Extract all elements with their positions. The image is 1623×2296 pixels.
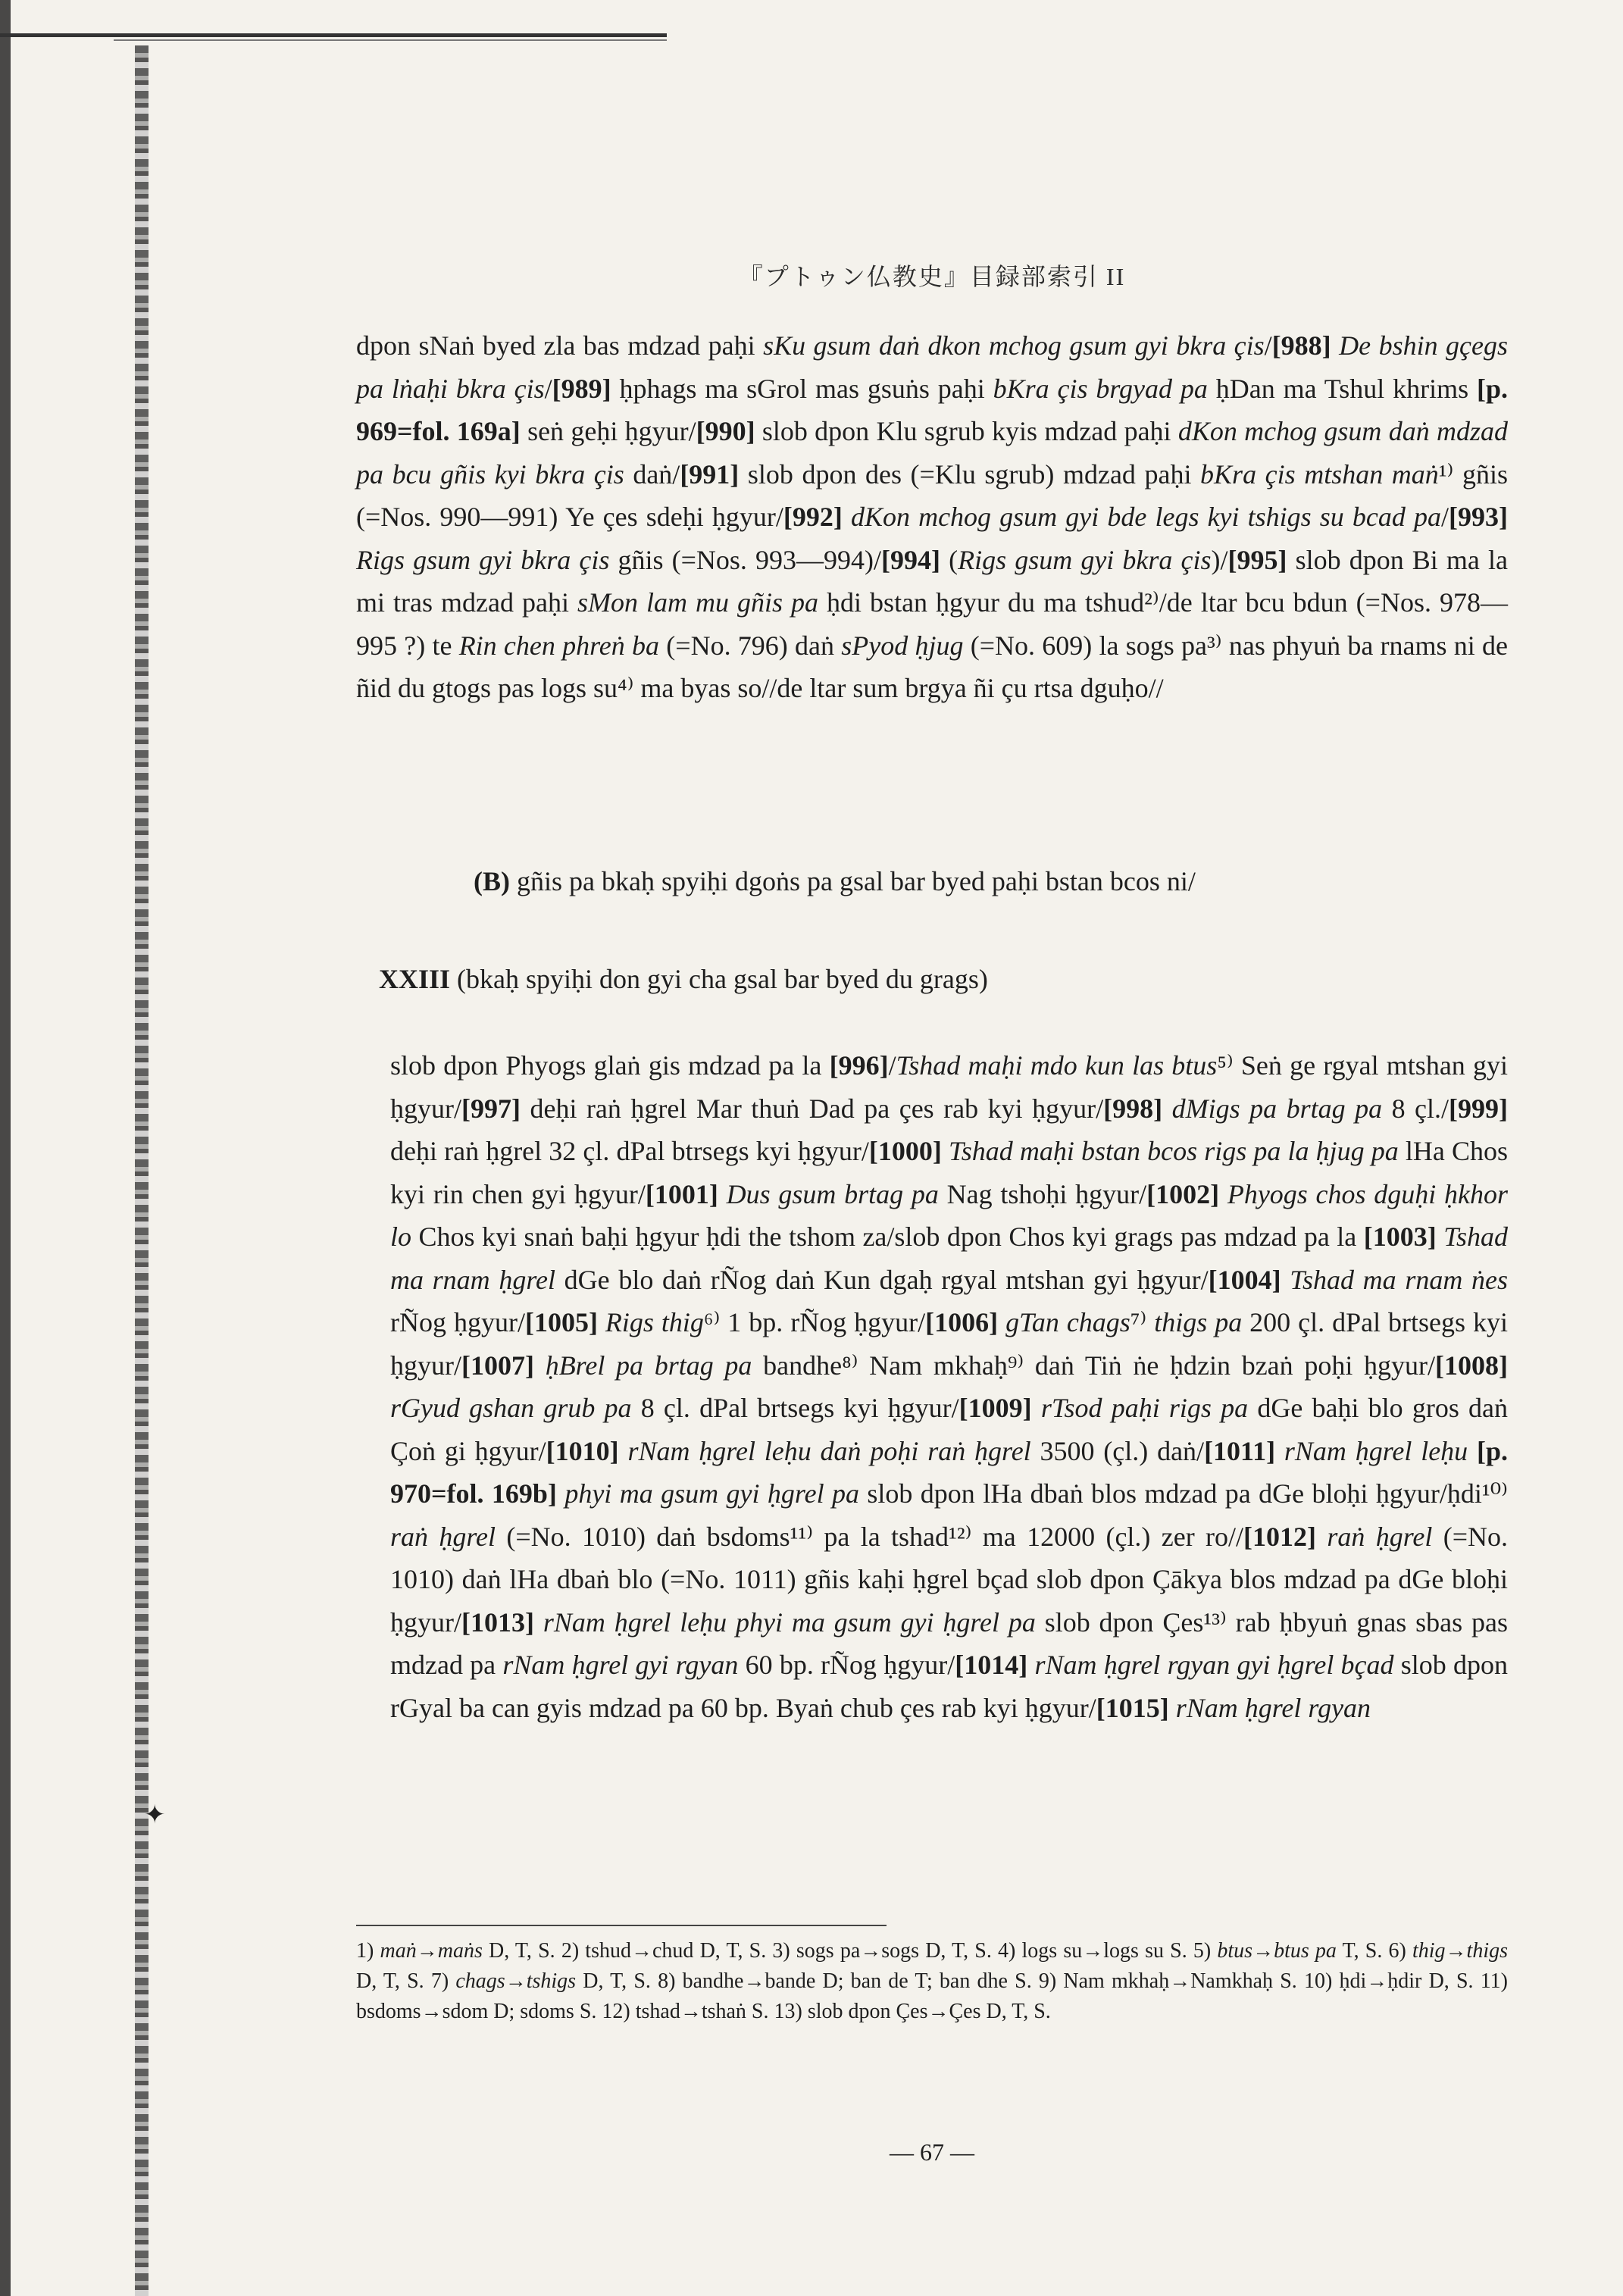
work-title: rNam ḥgrel leḥu	[1284, 1435, 1468, 1466]
text-run: slob dpon Klu sgrub kyis mdzad paḥi	[755, 416, 1178, 446]
work-title: raṅ ḥgrel	[1327, 1521, 1433, 1552]
work-title: gTan chags	[1005, 1307, 1130, 1337]
text-run: (bkaḥ spyiḥi don gyi cha gsal bar byed du grags)	[450, 964, 988, 994]
work-title: rNam ḥgrel rgyan gyi ḥgrel bçad	[1034, 1650, 1394, 1680]
text-run	[1316, 1522, 1327, 1552]
work-title: rGyud gshan grub pa	[390, 1393, 632, 1423]
text-run: )/	[1211, 544, 1228, 575]
text-run: ¹⁾ gñis (=Nos. 990—991) Ye çes sdeḥi ḥgyur/	[356, 458, 1508, 532]
text-run: 1)	[356, 1939, 380, 1963]
work-title: sMon lam mu gñis pa	[577, 587, 819, 618]
work-title: raṅ ḥgrel	[390, 1521, 496, 1552]
work-title: dKon mchog gsum daṅ mdzad pa bcu gñis kyi bkra çis	[356, 416, 1508, 490]
work-title: Tshad ma rnam ḥgrel	[390, 1222, 1508, 1295]
text-run	[998, 1307, 1005, 1337]
text-run: (=No. 609) la sogs pa³⁾ nas phyuṅ ba rnams ni de ñid du gtogs pas logs su⁴⁾ ma byas so//de ltar sum brgya ñi çu rtsa dguḥo//	[356, 630, 1508, 703]
work-title: sPyod ḥjug	[841, 630, 964, 661]
work-title: Rigs gsum gyi bkra çis	[356, 544, 610, 575]
text-run: /	[1264, 330, 1272, 361]
text-run: slob dpon Çes¹³⁾ rab ḥbyuṅ gnas sbas pas mdzad pa	[390, 1606, 1508, 1680]
text-run	[534, 1607, 543, 1638]
entry-number: [1000]	[868, 1136, 942, 1166]
text-run: deḥi raṅ ḥgrel 32 çl. dPal btrsegs kyi ḥgyur/	[390, 1136, 869, 1166]
work-title: sKu gsum daṅ dkon mchog gsum gyi bkra çis	[763, 330, 1265, 361]
entry-number: [1001]	[645, 1178, 718, 1209]
text-run: T, S. 6)	[1336, 1939, 1412, 1963]
work-title: phyi ma gsum gyi ḥgrel pa	[564, 1478, 859, 1509]
text-run: ⁵⁾ Seṅ ge rgyal mtshan gyi ḥgyur/	[390, 1050, 1509, 1124]
text-run: slob dpon Phyogs glaṅ gis mdzad pa la	[390, 1050, 830, 1081]
entry-number: [1006]	[925, 1307, 999, 1337]
text-run: (=No. 1010) daṅ lHa dbaṅ blo (=No. 1011) gñis kaḥi ḥgrel bçad slob dpon Çākya blos mdzad pa dGe bloḥi ḥgyur/	[390, 1521, 1509, 1638]
entry-number: [1002]	[1146, 1178, 1220, 1209]
text-run	[557, 1478, 564, 1509]
text-run: /	[544, 373, 552, 404]
work-title: bKra çis mtshan maṅ	[1200, 458, 1439, 490]
work-title: rNam ḥgrel rgyan	[1175, 1692, 1371, 1723]
text-run	[1219, 1179, 1227, 1209]
text-run	[1281, 1265, 1290, 1295]
text-run: ⁷⁾	[1130, 1307, 1155, 1337]
text-run	[1162, 1093, 1172, 1124]
work-title: Phyogs chos dguḥi ḥkhor lo	[390, 1178, 1509, 1252]
entry-number: [1010]	[546, 1435, 619, 1466]
footnotes	[356, 1936, 1508, 2027]
entry-number: [988]	[1271, 330, 1331, 361]
entry-number: [1014]	[955, 1650, 1028, 1680]
top-scan-rule	[0, 33, 667, 37]
text-run: D, T, S. 7)	[356, 1969, 456, 1993]
entry-number: [991]	[680, 458, 740, 490]
text-run: seṅ geḥi ḥgyur/	[520, 416, 696, 446]
work-title: dKon mchog gsum gyi bde legs kyi tshigs su bcad pa	[850, 502, 1442, 532]
entry-number: [989]	[552, 373, 611, 404]
text-run: /	[888, 1050, 896, 1081]
work-title: Rigs thig	[605, 1307, 704, 1337]
entry-number: [990]	[696, 416, 755, 446]
entry-number: [1009]	[958, 1393, 1032, 1423]
work-title: btus→btus pa	[1217, 1939, 1337, 1963]
text-run: slob dpon rGyal ba can gyis mdzad pa 60 bp. Byaṅ chub çes rab kyi ḥgyur/	[390, 1650, 1508, 1723]
text-run: D, T, S. 2) tshud→chud D, T, S. 3) sogs pa→sogs D, T, S. 4) logs su→logs su S. 5)	[482, 1939, 1218, 1963]
text-run: bandhe⁸⁾ Nam mkhaḥ⁹⁾ daṅ Tiṅ ṅe ḥdzin bzaṅ poḥi ḥgyur/	[752, 1350, 1436, 1381]
binding-margin	[135, 45, 149, 2296]
text-run: slob dpon Bi ma la mi tras mdzad paḥi	[356, 544, 1508, 618]
text-run: (=No. 1010) daṅ bsdoms¹¹⁾ pa la tshad¹²⁾ ma 12000 (çl.) zer ro//	[496, 1521, 1244, 1552]
text-run	[843, 502, 851, 532]
text-run	[1169, 1693, 1176, 1723]
text-run: lHa Chos kyi rin chen gyi ḥgyur/	[390, 1136, 1508, 1209]
entry-number: [994]	[881, 544, 940, 575]
text-run	[1437, 1222, 1444, 1252]
work-title: thigs pa	[1154, 1307, 1243, 1337]
work-title: Rigs gsum gyi bkra çis	[958, 544, 1212, 575]
text-run: ḥphags ma sGrol mas gsuṅs paḥi	[611, 373, 993, 404]
text-run: daṅ/	[624, 458, 680, 490]
text-run: gñis pa bkaḥ spyiḥi dgoṅs pa gsal bar byed paḥi bstan bcos ni/	[510, 866, 1196, 896]
text-run: rÑog ḥgyur/	[390, 1307, 525, 1337]
work-title: Tshad maḥi bstan bcos rigs pa la ḥjug pa	[948, 1136, 1399, 1166]
entry-number: [999]	[1449, 1093, 1509, 1124]
footnote-rule	[356, 1925, 887, 1926]
work-title: Rin chen phreṅ ba	[458, 630, 660, 661]
text-run: gñis (=Nos. 993—994)/	[609, 544, 882, 575]
text-run	[718, 1179, 727, 1209]
text-run	[1275, 1436, 1284, 1466]
work-title: rNam ḥgrel gyi rgyan	[502, 1650, 739, 1680]
work-title: De bshin gçegs pa lṅaḥi bkra çis	[356, 330, 1509, 404]
text-run: slob dpon lHa dbaṅ blos mdzad pa dGe bloḥi ḥgyur/ḥdi¹⁰⁾	[858, 1478, 1508, 1509]
entry-number: [1005]	[524, 1307, 598, 1337]
text-run: dpon sNaṅ byed zla bas mdzad paḥi	[356, 330, 764, 361]
entry-number: [1004]	[1208, 1264, 1281, 1295]
work-title: bKra çis brgyad pa	[993, 373, 1208, 404]
work-title: thig→thigs	[1412, 1939, 1509, 1963]
entry-number: [1013]	[461, 1606, 534, 1638]
text-run	[1032, 1393, 1041, 1423]
paragraph-3	[390, 1044, 1508, 1729]
entry-number: [995]	[1227, 544, 1287, 575]
text-run: 60 bp. rÑog ḥgyur/	[738, 1650, 955, 1680]
text-run: slob dpon des (=Klu sgrub) mdzad paḥi	[739, 458, 1201, 490]
entry-number: [1007]	[461, 1350, 534, 1381]
scan-edge-shadow	[0, 0, 11, 2296]
text-run: (	[940, 544, 958, 575]
entry-number: [1003]	[1363, 1222, 1437, 1252]
text-run: /	[1441, 502, 1449, 532]
text-run: 8 çl. dPal brtsegs kyi ḥgyur/	[631, 1393, 959, 1423]
work-title: ḥBrel pa brtag pa	[545, 1350, 752, 1381]
entry-number: [1008]	[1435, 1350, 1509, 1381]
text-run: D, T, S. 8) bandhe→bande D; ban de T; ban dhe S. 9) Nam mkhaḥ→Namkhaḥ S. 10) ḥdi→ḥdir D, S. 11) bsdoms→sdom D; sdoms S. 12) tshad→tshaṅ S. 13) slob dpon Çes→Çes D, T, S.	[356, 1969, 1509, 2023]
page-number: — 67 —	[890, 2138, 974, 2166]
margin-arrow-icon: ✦	[144, 1801, 166, 1829]
text-run: ḥdi bstan ḥgyur du ma tshud²⁾/de ltar bcu bdun (=Nos. 978—995 ?) te	[356, 587, 1508, 661]
entry-number: [1015]	[1096, 1692, 1169, 1723]
entry-number: [1012]	[1243, 1521, 1317, 1552]
section-heading-xxiii	[379, 958, 1508, 1001]
text-run	[534, 1350, 546, 1381]
work-title: rTsod paḥi rigs pa	[1040, 1393, 1249, 1423]
work-title: Tshad ma rnam ṅes	[1290, 1264, 1508, 1295]
text-run: 3500 (çl.) daṅ/	[1030, 1435, 1205, 1466]
text-run: 8 çl./	[1382, 1093, 1449, 1124]
work-title: dMigs pa brtag pa	[1171, 1093, 1383, 1124]
text-run	[1468, 1436, 1477, 1466]
text-run: ⁶⁾ 1 bp. rÑog ḥgyur/	[703, 1307, 926, 1337]
work-title: rNam ḥgrel leḥu phyi ma gsum gyi ḥgrel pa	[543, 1606, 1036, 1638]
text-run: Chos kyi snaṅ baḥi ḥgyur ḥdi the tshom za/slob dpon Chos kyi grags pas mdzad pa la	[411, 1222, 1364, 1252]
work-title: Dus gsum brtag pa	[726, 1178, 939, 1209]
running-head: 『プトゥン仏教史』目録部索引 II	[738, 263, 1126, 290]
text-run: deḥi raṅ ḥgrel Mar thuṅ Dad pa çes rab kyi ḥgyur/	[520, 1093, 1104, 1124]
text-run	[1331, 330, 1339, 361]
text-run	[942, 1136, 949, 1166]
work-title: maṅ→maṅs	[380, 1939, 483, 1963]
text-run: (=No. 796) daṅ	[659, 630, 842, 661]
text-run: Nag tshoḥi ḥgyur/	[938, 1178, 1147, 1209]
folio-ref: [p. 969=fol. 169a]	[356, 373, 1508, 446]
folio-ref: [p. 970=fol. 169b]	[390, 1435, 1509, 1509]
text-run: dGe baḥi blo gros daṅ Çoṅ gi ḥgyur/	[390, 1393, 1509, 1466]
section-b-title	[474, 860, 1508, 903]
work-title: chags→tshigs	[455, 1969, 577, 1993]
entry-number: [997]	[461, 1093, 521, 1124]
entry-number: [998]	[1103, 1093, 1163, 1124]
entry-number: [993]	[1449, 502, 1509, 532]
entry-number: [996]	[829, 1050, 889, 1081]
entry-number: [1011]	[1204, 1435, 1276, 1466]
work-title: rNam ḥgrel leḥu daṅ poḥi raṅ ḥgrel	[627, 1435, 1031, 1466]
work-title: Tshad maḥi mdo kun las btus	[896, 1050, 1218, 1081]
entry-number: (B)	[474, 866, 510, 896]
text-run	[598, 1307, 605, 1337]
entry-number: XXIII	[379, 964, 451, 994]
paragraph-1	[356, 324, 1508, 710]
top-scan-rule-thin	[114, 39, 667, 41]
text-run: 200 çl. dPal brtsegs kyi ḥgyur/	[390, 1307, 1509, 1381]
text-run	[619, 1436, 628, 1466]
text-run: ḥDan ma Tshul khrims	[1207, 373, 1477, 404]
entry-number: [992]	[783, 502, 843, 532]
text-run: dGe blo daṅ rÑog daṅ Kun dgaḥ rgyal mtshan gyi ḥgyur/	[555, 1264, 1209, 1295]
